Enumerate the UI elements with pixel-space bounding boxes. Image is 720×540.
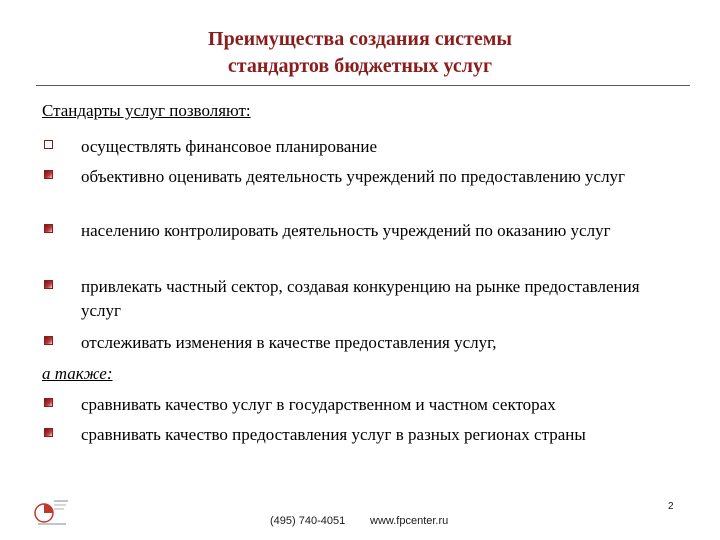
square-bullet-icon — [44, 170, 53, 179]
list-item-text: населению контролировать деятельность учреждений по оказанию услуг — [81, 221, 611, 240]
footer-phone: (495) 740-4051 — [270, 515, 346, 527]
square-bullet-icon — [44, 280, 53, 289]
square-bullet-icon — [44, 140, 53, 149]
slide-title — [150, 26, 570, 80]
square-bullet-icon — [44, 224, 53, 233]
intro-heading: Стандарты услуг позволяют: — [42, 101, 251, 120]
page-number: 2 — [668, 501, 674, 512]
title-divider — [36, 85, 690, 86]
square-bullet-icon — [44, 398, 53, 407]
list-item-text: сравнивать качество услуг в государственном и частном секторах — [81, 395, 556, 414]
list-item-text: объективно оценивать деятельность учреждений по предоставлению услуг — [81, 167, 626, 186]
also-heading: а также: — [42, 364, 113, 383]
slide-title-line-2: стандартов бюджетных услуг — [227, 55, 493, 77]
square-bullet-icon — [44, 428, 53, 437]
list-item-text: осуществлять финансовое планирование — [81, 137, 378, 156]
slide-title-line-1: Преимущества создания системы — [208, 28, 512, 50]
list-item-text: отслеживать изменения в качестве предоставления услуг, — [81, 333, 497, 352]
footer-website-link[interactable]: www.fpcenter.ru — [370, 515, 449, 527]
square-bullet-icon — [44, 336, 53, 345]
list-item-text: привлекать частный сектор, создавая конкуренцию на рынке предоставления услуг — [81, 277, 640, 320]
list-item-text: сравнивать качество предоставления услуг в разных регионах страны — [81, 425, 586, 444]
fpcenter-logo-icon — [32, 493, 72, 529]
